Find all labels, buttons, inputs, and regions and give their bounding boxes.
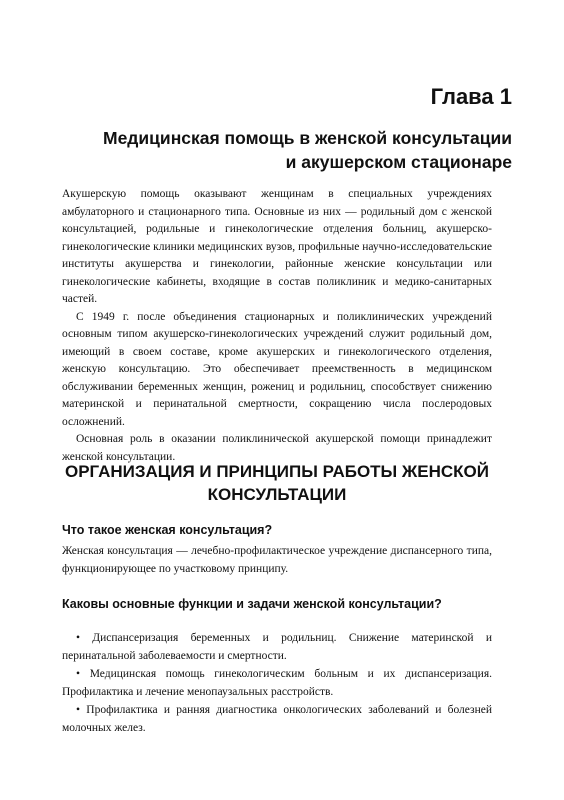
- bullet-list: [62, 630, 492, 738]
- bullet-item: • Диспансеризация беременных и родильниц. Снижение материнской и перинатальной заболеваемости и смертности.: [62, 632, 492, 662]
- bullet-item: • Медицинская помощь гинекологическим больным и их диспансеризация. Профилактика и лечение менопаузальных расстройств.: [62, 668, 492, 698]
- chapter-title: Медицинская помощь в женской консультации и акушерском стационаре: [103, 128, 512, 172]
- intro-paragraph: Акушерскую помощь оказывают женщинам в специальных учреждениях амбулаторного и стационарного типа. Основные из них — родильный дом с женской консультацией, родильные и гинекологические отделения больниц, акушерско-гинекологические клиники медицинских вузов, профильные научно-исследовательские институты акушерства и гинекологии, районные женские консультации или гинекологические кабинеты, входящие в состав поликлиник и медико-санитарных частей.: [62, 188, 492, 305]
- intro-paragraph: С 1949 г. после объединения стационарных и поликлинических учреждений основным типом акушерско-гинекологических учреждений служит родильный дом, имеющий в своем составе, кроме акушерских и гинекологического отделения, женскую консультацию. Это обеспечивает преемственность в медицинском обслуживании беременных женщин, рожениц и родильниц, способствует снижению материнской и перинатальной смертности, сокращению числа послеродовых осложнений.: [62, 310, 492, 428]
- intro-text: [62, 186, 492, 466]
- section-title: ОРГАНИЗАЦИЯ И ПРИНЦИПЫ РАБОТЫ ЖЕНСКОЙ КОНСУЛЬТАЦИИ: [64, 462, 489, 504]
- bullet-item: • Профилактика и ранняя диагностика онкологических заболеваний и болезней молочных желез.: [62, 704, 492, 734]
- intro-paragraph: Основная роль в оказании поликлинической акушерской помощи принадлежит женской консультации.: [62, 433, 492, 463]
- chapter-label: Глава 1: [430, 84, 512, 109]
- question-heading: Что такое женская консультация?: [62, 523, 273, 537]
- question-heading: Каковы основные функции и задачи женской консультации?: [62, 597, 442, 611]
- answer-paragraph: Женская консультация — лечебно-профилактическое учреждение диспансерного типа, функционирующее по участковому принципу.: [62, 545, 492, 575]
- answer-text: [62, 543, 492, 578]
